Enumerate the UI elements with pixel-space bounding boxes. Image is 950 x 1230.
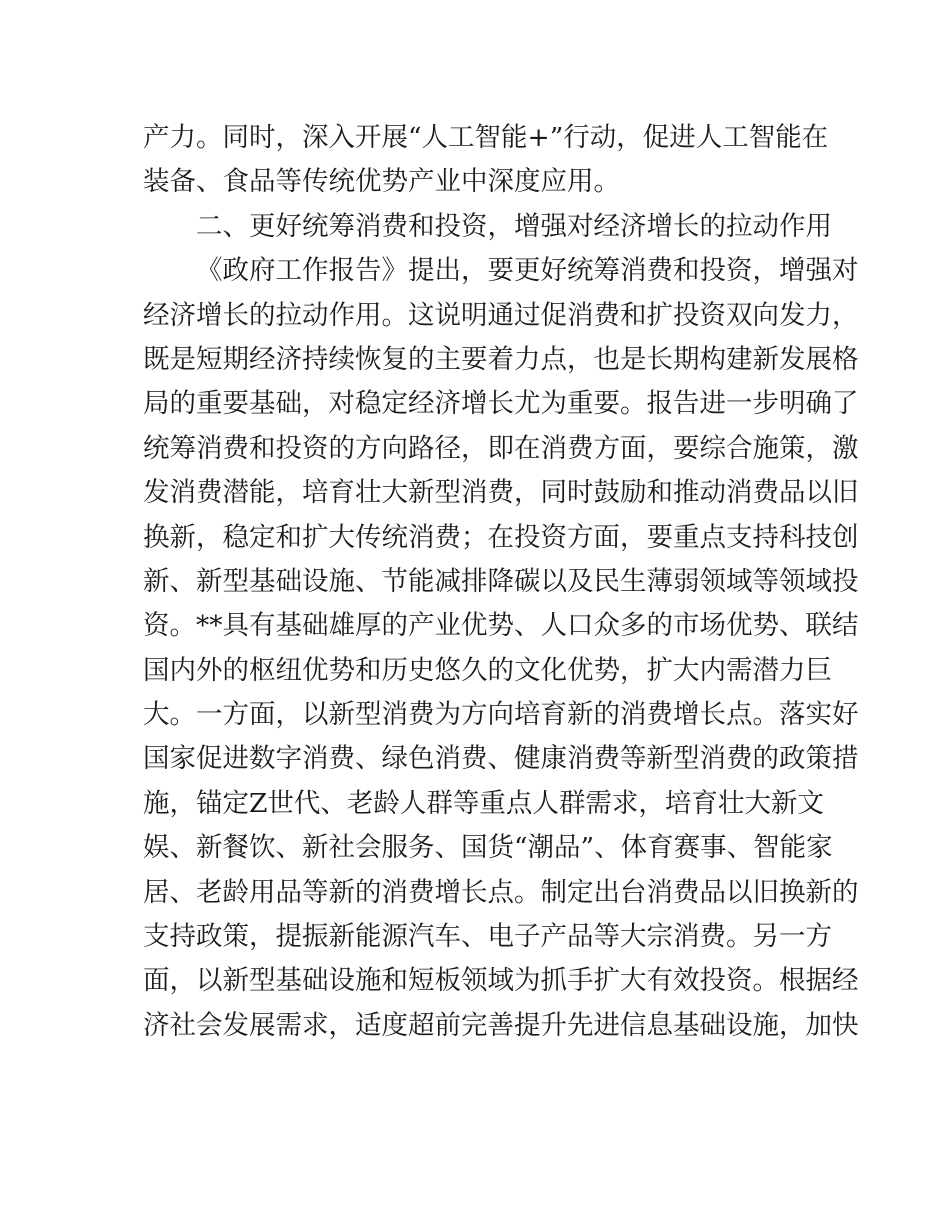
- text-line: 经济增长的拉动作用。这说明通过促消费和扩投资双向发力，: [143, 299, 859, 331]
- text-line: 换新，稳定和扩大传统消费；在投资方面，要重点支持科技创: [143, 521, 859, 553]
- text-line: 娱、新餐饮、新社会服务、国货“潮品”、体育赛事、智能家: [143, 832, 833, 864]
- section-heading-text: 二、更好统筹消费和投资，增强对经济增长的拉动作用: [196, 210, 832, 242]
- paragraph: [143, 116, 829, 205]
- section-heading: [143, 205, 832, 249]
- text-line: 《政府工作报告》提出，要更好统筹消费和投资，增强对: [196, 255, 859, 287]
- text-line: 国内外的枢纽优势和历史悠久的文化优势，扩大内需潜力巨: [143, 654, 832, 686]
- text-line: 统筹消费和投资的方向路径，即在消费方面，要综合施策，激: [143, 432, 859, 464]
- text-line: 居、老龄用品等新的消费增长点。制定出台消费品以旧换新的: [143, 876, 859, 908]
- text-line: 资。**具有基础雄厚的产业优势、人口众多的市场优势、联结: [143, 610, 859, 642]
- text-line: 既是短期经济持续恢复的主要着力点，也是长期构建新发展格: [143, 343, 859, 375]
- text-line: 支持政策，提振新能源汽车、电子产品等大宗消费。另一方: [143, 921, 832, 953]
- text-line: 施，锚定Z世代、老龄人群等重点人群需求，培育壮大新文: [143, 787, 824, 819]
- text-line: 济社会发展需求，适度超前完善提升先进信息基础设施，加快: [143, 1009, 859, 1041]
- paragraph: [143, 249, 859, 1048]
- text-line: 国家促进数字消费、绿色消费、健康消费等新型消费的政策措: [143, 743, 859, 775]
- text-line: 局的重要基础，对稳定经济增长尤为重要。报告进一步明确了: [143, 388, 859, 420]
- text-line: 大。一方面，以新型消费为方向培育新的消费增长点。落实好: [143, 699, 859, 731]
- text-line: 新、新型基础设施、节能减排降碳以及民生薄弱领域等领域投: [143, 565, 859, 597]
- text-line: 装备、食品等传统优势产业中深度应用。: [143, 166, 620, 198]
- text-line: 面，以新型基础设施和短板领域为抓手扩大有效投资。根据经: [143, 965, 859, 997]
- text-line: 发消费潜能，培育壮大新型消费，同时鼓励和推动消费品以旧: [143, 477, 859, 509]
- text-line: 产力。同时，深入开展“人工智能+”行动，促进人工智能在: [143, 122, 829, 153]
- document-body: [143, 116, 859, 1048]
